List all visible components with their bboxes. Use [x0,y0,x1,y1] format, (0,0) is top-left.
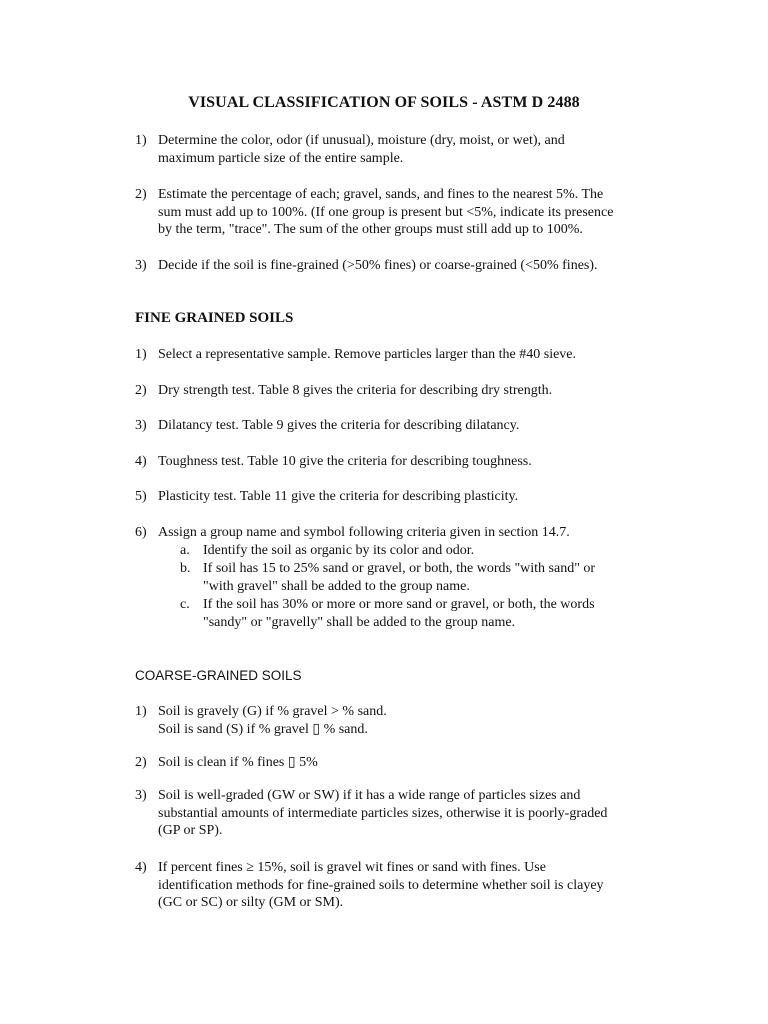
fine-item-6 [135,524,655,542]
item-number: 3) [135,258,147,273]
item-number: 4) [135,860,147,875]
fine-item-4 [135,453,655,471]
fine-item-3 [135,417,655,435]
item-number: 1) [135,347,147,362]
item-text-line: Soil is well-graded (GW or SW) if it has a wide range of particles sizes and [158,788,581,803]
fine-subitem-a [180,542,650,560]
item-number: 2) [135,755,147,770]
item-number: 1) [135,133,147,148]
item-text-line: Estimate the percentage of each; gravel, sands, and fines to the nearest 5%. The [158,187,604,202]
subitem-text-line: "sandy" or "gravelly" shall be added to the group name. [203,614,516,630]
item-text-line: Decide if the soil is fine-grained (>50% fines) or coarse-grained (<50% fines). [158,258,598,273]
item-number: 5) [135,489,147,504]
coarse-item-1 [135,703,655,738]
item-text-line: Toughness test. Table 10 give the criteria for describing toughness. [158,454,532,469]
item-text-line: maximum particle size of the entire sample. [158,150,404,166]
item-text-line: Soil is clean if % fines ▯ 5% [158,755,318,770]
page-title: VISUAL CLASSIFICATION OF SOILS - ASTM D 2488 [188,94,580,111]
item-text-line: Dry strength test. Table 8 gives the criteria for describing dry strength. [158,383,553,398]
item-number: 2) [135,187,147,202]
intro-item-3 [135,257,655,275]
item-number: 3) [135,788,147,803]
intro-item-2 [135,186,655,239]
subitem-text-line: If soil has 15 to 25% sand or gravel, or both, the words "with sand" or [203,561,596,576]
coarse-item-3 [135,787,655,840]
item-text-line: Soil is sand (S) if % gravel ▯ % sand. [158,721,368,737]
item-text-line: identification methods for fine-grained soils to determine whether soil is clayey [158,877,604,893]
subitem-text-line: Identify the soil as organic by its color and odor. [203,543,475,558]
coarse-grained-heading: COARSE-GRAINED SOILS [135,668,302,683]
fine-item-1 [135,346,655,364]
subitem-letter: c. [180,597,190,612]
subitem-letter: b. [180,561,191,576]
item-text-line: substantial amounts of intermediate particles sizes, otherwise it is poorly-graded [158,805,608,821]
item-number: 1) [135,704,147,719]
item-text-line: sum must add up to 100%. (If one group is present but <5%, indicate its presence [158,204,614,220]
item-text-line: Dilatancy test. Table 9 gives the criteria for describing dilatancy. [158,418,520,433]
item-text-line: Assign a group name and symbol following criteria given in section 14.7. [158,525,570,540]
item-text-line: If percent fines ≥ 15%, soil is gravel wit fines or sand with fines. Use [158,860,546,875]
item-text-line: (GP or SP). [158,823,223,838]
item-text-line: (GC or SC) or silty (GM or SM). [158,895,344,910]
item-text-line: Select a representative sample. Remove particles larger than the #40 sieve. [158,347,577,362]
item-number: 3) [135,418,147,433]
item-number: 4) [135,454,147,469]
subitem-letter: a. [180,543,190,558]
item-text-line: Determine the color, odor (if unusual), moisture (dry, moist, or wet), and [158,133,565,148]
fine-grained-heading: FINE GRAINED SOILS [135,310,294,326]
coarse-item-2 [135,754,655,772]
item-text-line: by the term, "trace". The sum of the other groups must still add up to 100%. [158,222,583,237]
item-number: 6) [135,525,147,540]
intro-item-1 [135,132,655,167]
item-number: 2) [135,383,147,398]
fine-item-2 [135,382,655,400]
item-text-line: Plasticity test. Table 11 give the criteria for describing plasticity. [158,489,519,504]
subitem-text-line: If the soil has 30% or more or more sand or gravel, or both, the words [203,597,595,612]
fine-item-5 [135,488,655,506]
fine-subitem-c [180,596,650,631]
subitem-text-line: "with gravel" shall be added to the group name. [203,578,470,594]
coarse-item-4 [135,859,655,912]
fine-subitem-b [180,560,650,595]
item-text-line: Soil is gravely (G) if % gravel > % sand. [158,704,387,719]
